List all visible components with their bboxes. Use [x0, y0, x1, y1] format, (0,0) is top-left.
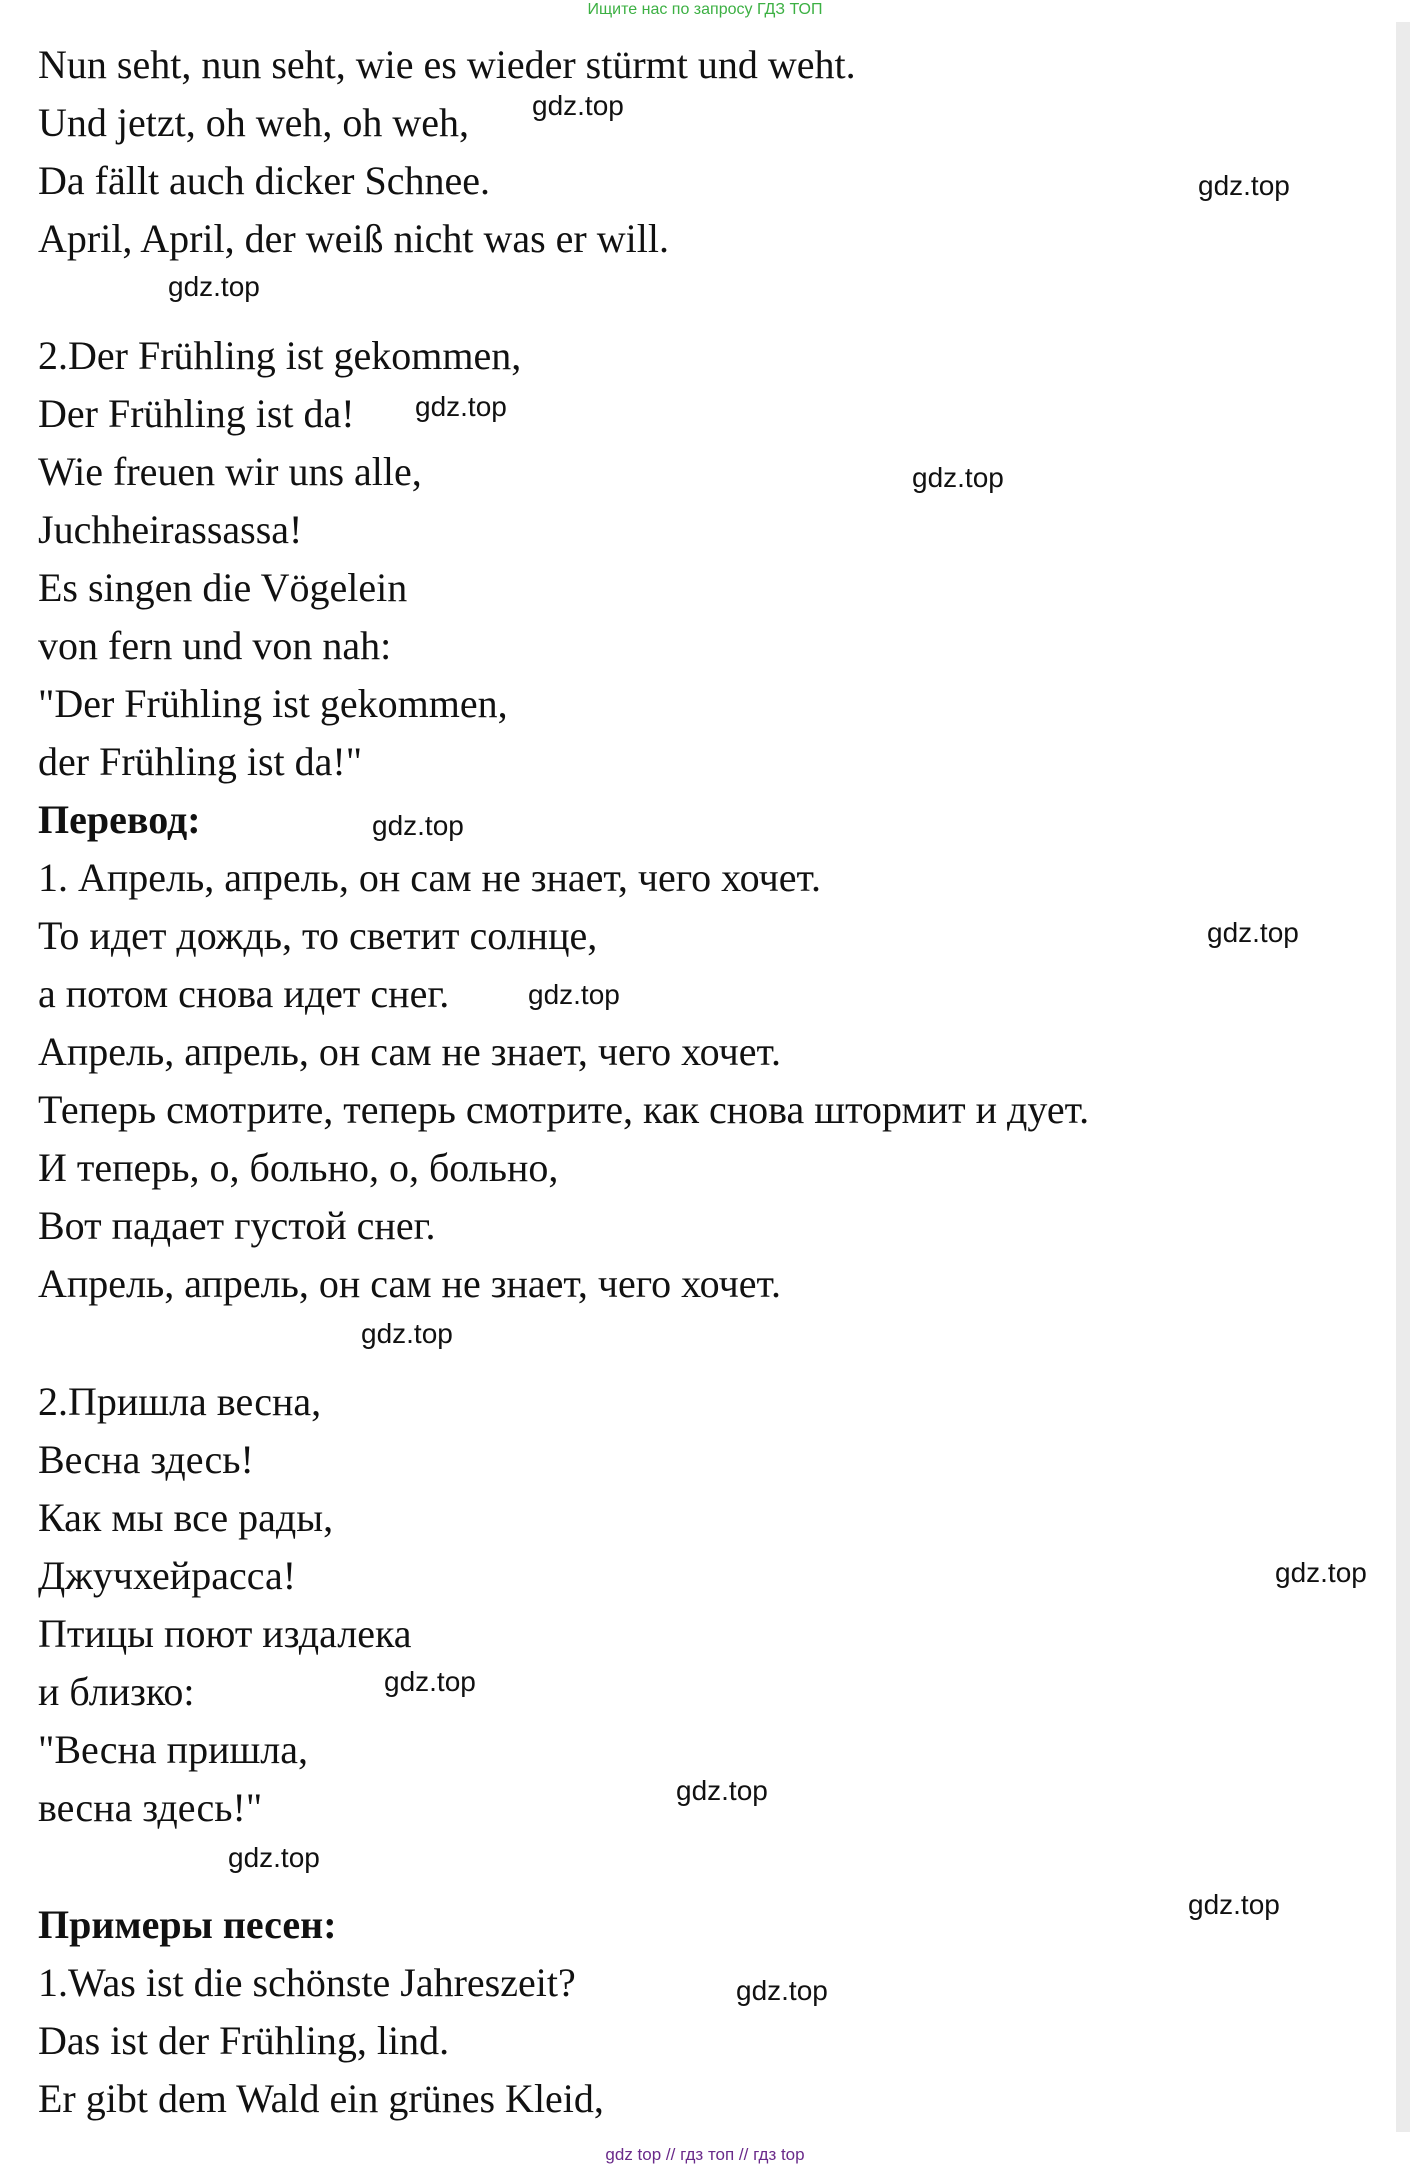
footer-links[interactable]: gdz top // гдз топ // гдз top [605, 2145, 805, 2164]
text-line: "Весна пришла, [38, 1727, 308, 1772]
text-line: То идет дождь, то светит солнце, [38, 913, 598, 958]
text-line: Wie freuen wir uns alle, [38, 449, 422, 494]
text-line: Весна здесь! [38, 1437, 254, 1482]
text-line: Der Frühling ist da! [38, 391, 355, 436]
watermark: gdz.top [1198, 170, 1290, 201]
text-line: И теперь, о, больно, о, больно, [38, 1145, 559, 1190]
text-line: "Der Frühling ist gekommen, [38, 681, 508, 726]
watermark: gdz.top [384, 1666, 476, 1697]
watermark: gdz.top [736, 1975, 828, 2006]
watermark: gdz.top [372, 810, 464, 841]
text-line: Птицы поют издалека [38, 1611, 412, 1656]
watermark: gdz.top [415, 391, 507, 422]
text-line: 2.Der Frühling ist gekommen, [38, 333, 522, 378]
watermark: gdz.top [228, 1842, 320, 1873]
text-line: Und jetzt, oh weh, oh weh, [38, 100, 470, 145]
watermark: gdz.top [676, 1775, 768, 1806]
text-line: Er gibt dem Wald ein grünes Kleid, [38, 2076, 604, 2121]
text-line: 1.Was ist die schönste Jahreszeit? [38, 1960, 576, 2005]
watermark: gdz.top [528, 979, 620, 1010]
text-line: весна здесь!" [38, 1785, 263, 1830]
text-line: Juchheirassassa! [38, 507, 303, 552]
text-line: 1. Апрель, апрель, он сам не знает, чего хочет. [38, 855, 821, 900]
text-line: der Frühling ist da!" [38, 739, 363, 784]
watermark: gdz.top [532, 90, 624, 121]
text-line: и близко: [38, 1669, 195, 1714]
text-line: а потом снова идет снег. [38, 971, 450, 1016]
text-line: Вот падает густой снег. [38, 1203, 436, 1248]
section-heading-songs: Примеры песен: [38, 1902, 337, 1947]
text-line: Апрель, апрель, он сам не знает, чего хочет. [38, 1261, 781, 1306]
watermark: gdz.top [168, 271, 260, 302]
text-line: Nun seht, nun seht, wie es wieder stürmt und weht. [38, 42, 856, 87]
vertical-scrollbar[interactable] [1396, 22, 1410, 2132]
text-line: 2.Пришла весна, [38, 1379, 322, 1424]
text-line: Теперь смотрите, теперь смотрите, как снова штормит и дует. [38, 1087, 1090, 1132]
text-line: Da fällt auch dicker Schnee. [38, 158, 491, 203]
text-line: Das ist der Frühling, lind. [38, 2018, 450, 2063]
watermark: gdz.top [1275, 1557, 1367, 1588]
text-line: April, April, der weiß nicht was er will. [38, 216, 669, 261]
text-line: Джучхейрасса! [38, 1553, 297, 1598]
top-banner[interactable]: Ищите нас по запросу ГДЗ ТОП [587, 1, 823, 18]
text-line: von fern und von nah: [38, 623, 392, 668]
watermark: gdz.top [912, 462, 1004, 493]
section-heading-translation: Перевод: [38, 797, 201, 842]
watermark: gdz.top [361, 1318, 453, 1349]
watermark: gdz.top [1188, 1889, 1280, 1920]
watermark: gdz.top [1207, 917, 1299, 948]
text-line: Как мы все рады, [38, 1495, 334, 1540]
text-line: Es singen die Vögelein [38, 565, 408, 610]
text-line: Апрель, апрель, он сам не знает, чего хочет. [38, 1029, 781, 1074]
